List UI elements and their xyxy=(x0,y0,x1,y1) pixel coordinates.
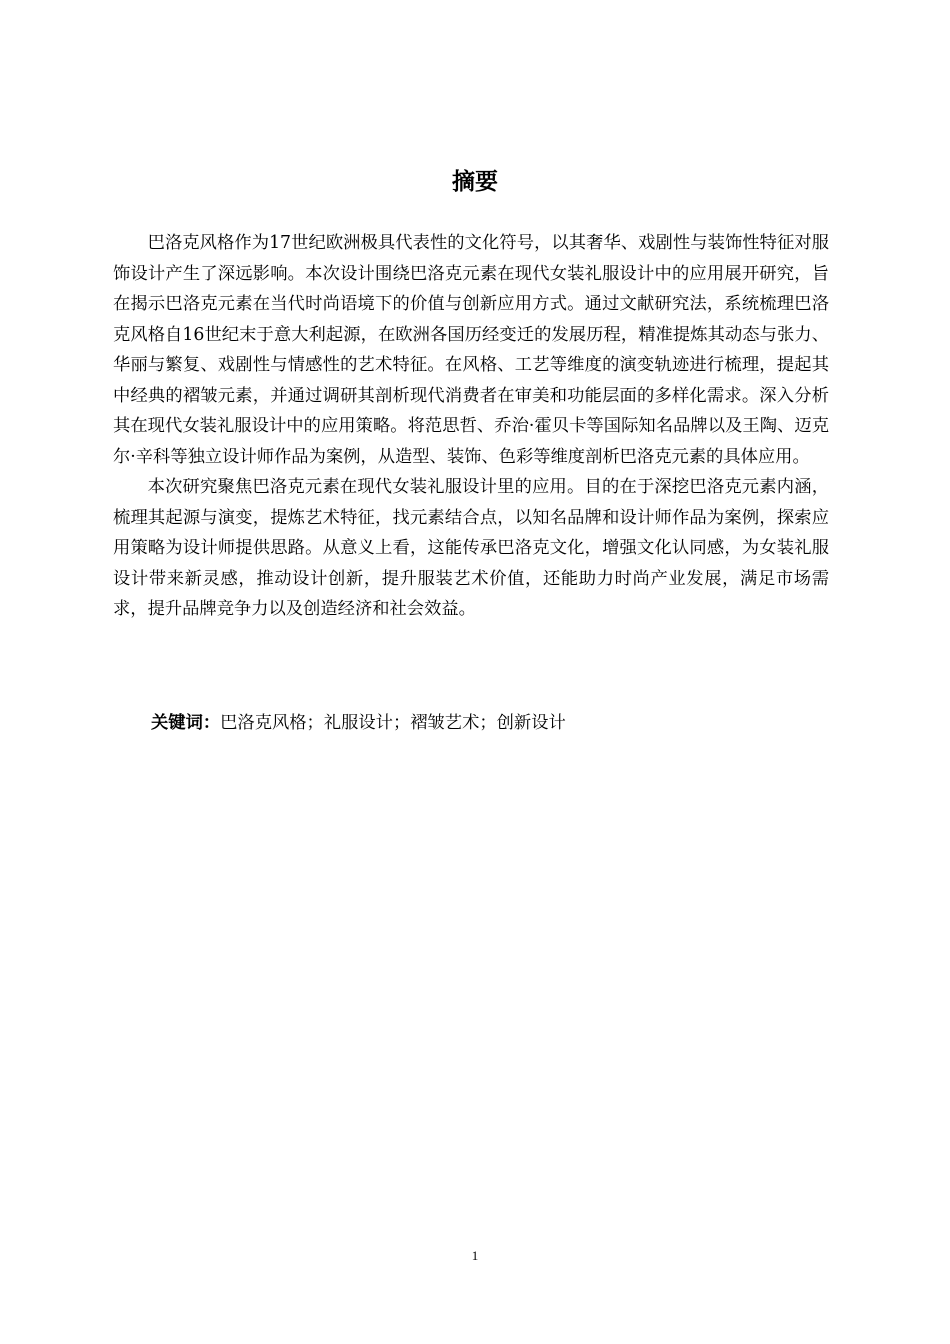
page-number: 1 xyxy=(471,1248,479,1263)
keywords-line xyxy=(151,708,566,738)
abstract-body xyxy=(113,228,829,625)
abstract-paragraph-2: 本次研究聚焦巴洛克元素在现代女装礼服设计里的应用。目的在于深挖巴洛克元素内涵，梳理其起源与演变，提炼艺术特征，找元素结合点，以知名品牌和设计师作品为案例，探索应用策略为设计师提供思路。从意义上看，这能传承巴洛克文化，增强文化认同感，为女装礼服设计带来新灵感，推动设计创新，提升服装艺术价值，还能助力时尚产业发展，满足市场需求，提升品牌竞争力以及创造经济和社会效益。 xyxy=(113,477,829,619)
abstract-paragraph-1: 巴洛克风格作为17世纪欧洲极具代表性的文化符号，以其奢华、戏剧性与装饰性特征对服饰设计产生了深远影响。本次设计围绕巴洛克元素在现代女装礼服设计中的应用展开研究，旨在揭示巴洛克元素在当代时尚语境下的价值与创新应用方式。通过文献研究法，系统梳理巴洛克风格自16世纪末于意大利起源，在欧洲各国历经变迁的发展历程，精准提炼其动态与张力、华丽与繁复、戏剧性与情感性的艺术特征。在风格、工艺等维度的演变轨迹进行梳理，提起其中经典的褶皱元素，并通过调研其剖析现代消费者在审美和功能层面的多样化需求。深入分析其在现代女装礼服设计中的应用策略。将范思哲、乔治·霍贝卡等国际知名品牌以及王陶、迈克尔·辛科等独立设计师作品为案例，从造型、装饰、色彩等维度剖析巴洛克元素的具体应用。 xyxy=(113,233,829,467)
keywords-text: 巴洛克风格；礼服设计；褶皱艺术；创新设计 xyxy=(220,713,566,733)
abstract-title: 摘要 xyxy=(452,169,498,195)
keywords-label: 关键词： xyxy=(151,713,221,733)
